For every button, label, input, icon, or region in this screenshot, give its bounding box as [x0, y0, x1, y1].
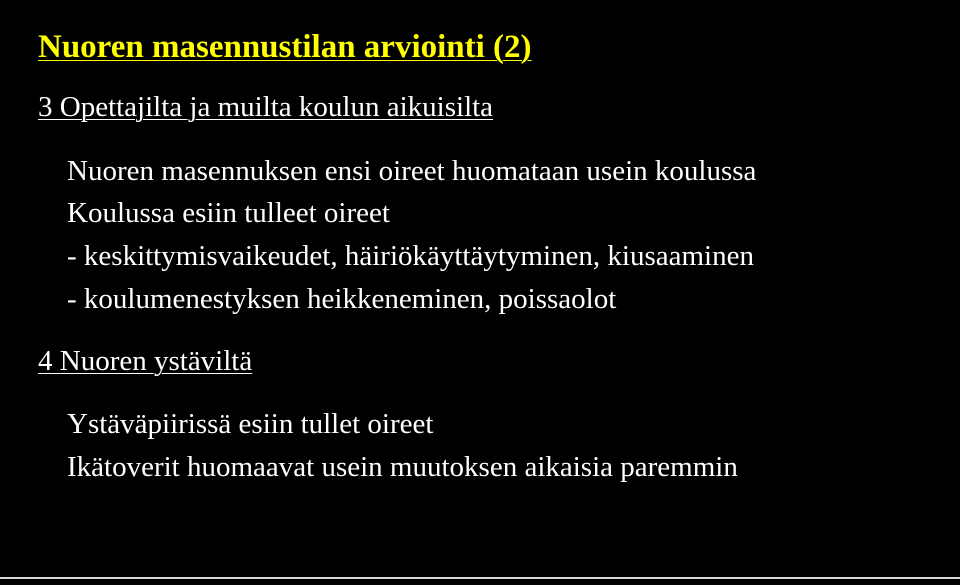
section-heading-friends: 4 Nuoren ystäviltä: [38, 345, 253, 377]
bottom-divider: [0, 577, 960, 579]
slide-title: Nuoren masennustilan arviointi (2): [38, 29, 532, 65]
list-item: - keskittymisvaikeudet, häiriökäyttäytyminen, kiusaaminen: [67, 240, 754, 272]
list-item: Nuoren masennuksen ensi oireet huomataan usein koulussa: [67, 155, 757, 187]
list-item: Koulussa esiin tulleet oireet: [67, 197, 390, 229]
section-heading-teachers: 3 Opettajilta ja muilta koulun aikuisilta: [38, 91, 494, 123]
list-item: Ystäväpiirissä esiin tullet oireet: [67, 408, 434, 440]
list-item: Ikätoverit huomaavat usein muutoksen aikaisia paremmin: [67, 451, 738, 483]
list-item: - koulumenestyksen heikkeneminen, poissaolot: [67, 283, 617, 315]
